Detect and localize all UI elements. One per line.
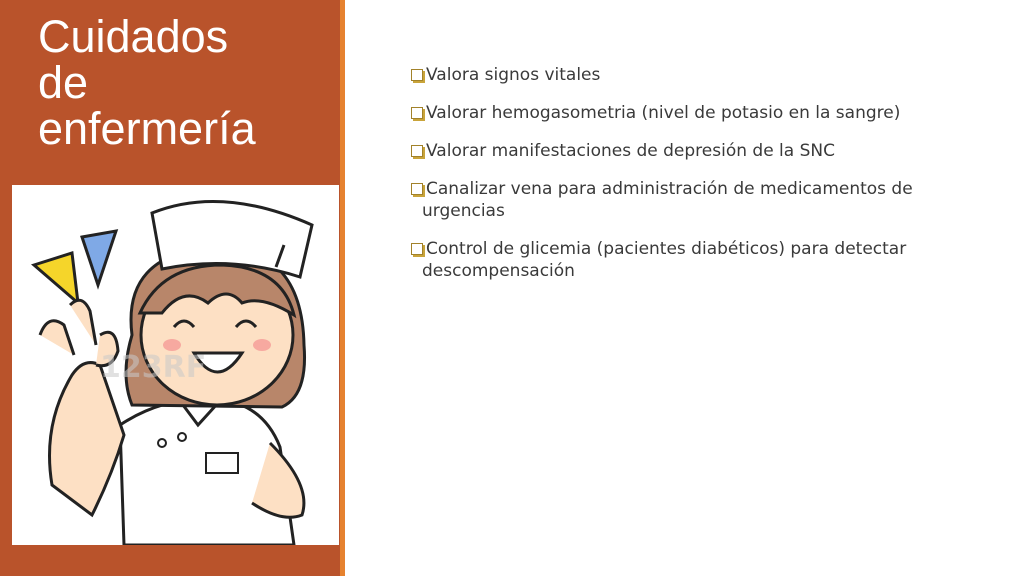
arm-shape — [50, 363, 125, 515]
checkbox-icon — [411, 107, 423, 119]
bullet-text: Control de glicemia (pacientes diabéticos) para detectar descompensación — [422, 239, 907, 281]
checkbox-icon — [411, 145, 423, 157]
bullet-list — [404, 64, 964, 298]
watermark-text: 123RF — [100, 350, 207, 385]
blue-triangle-shape — [82, 231, 116, 285]
checkbox-icon — [411, 243, 423, 255]
bullet-text: Valora signos vitales — [426, 65, 601, 85]
bullet-item — [404, 178, 964, 222]
nurse-illustration — [12, 185, 339, 545]
yellow-triangle-shape — [34, 253, 78, 303]
title-line-2: de — [38, 57, 89, 108]
bullet-item — [404, 140, 964, 162]
accent-stripe — [340, 0, 345, 576]
name-badge-shape — [206, 453, 238, 473]
bullet-text: Valorar hemogasometria (nivel de potasio en la sangre) — [426, 103, 901, 123]
title-line-1: Cuidados — [38, 11, 229, 62]
checkbox-icon — [411, 183, 423, 195]
bullet-item — [404, 102, 964, 124]
slide-title — [38, 11, 328, 154]
bullet-item — [404, 64, 964, 86]
bullet-text: Canalizar vena para administración de medicamentos de urgencias — [422, 179, 913, 221]
nurse-cartoon-image — [12, 185, 339, 545]
bullet-item — [404, 238, 964, 282]
title-line-3: enfermería — [38, 103, 256, 154]
checkbox-icon — [411, 69, 423, 81]
bullet-text: Valorar manifestaciones de depresión de la SNC — [426, 141, 835, 161]
